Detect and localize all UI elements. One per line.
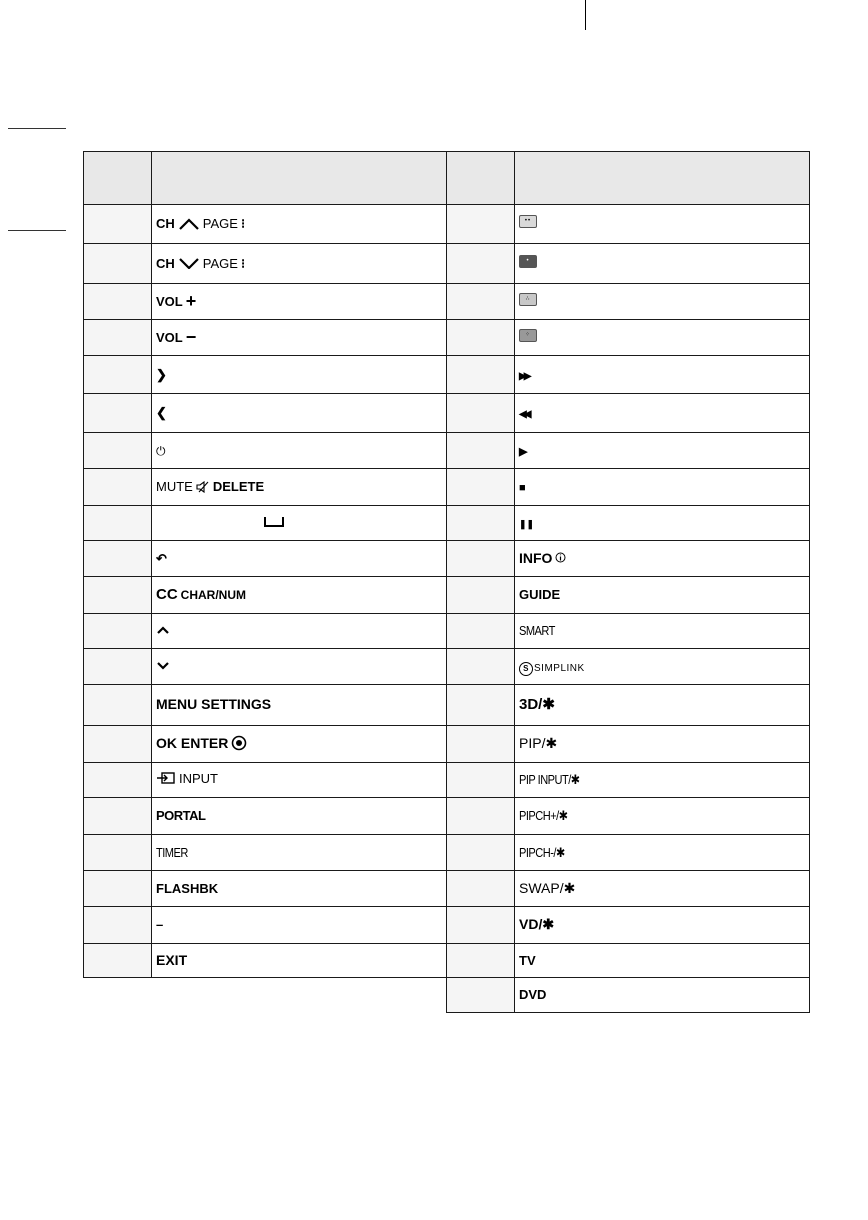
flashbk-key: FLASHBK [156,880,219,896]
rewind-icon: ◀◀ [519,409,529,420]
dvd-key: DVD [519,987,547,1002]
pipch-plus-key: PIPCH+/✱ [519,808,568,823]
table-row [84,649,447,685]
table-row [84,871,447,907]
table-row [84,726,447,763]
table-row [447,978,810,1013]
ok-enter-key: OK ENTER [156,735,247,751]
table-row [84,244,447,284]
table-header-row [447,152,810,205]
table-row [447,871,810,907]
table-row [447,907,810,944]
table-row [447,506,810,541]
side-tab-top-rule [8,128,66,129]
table-row [84,469,447,506]
vol-up-key: VOL + [156,291,197,312]
mute-key: MUTE DELETE [156,479,265,494]
info-circle-icon [555,552,566,563]
table-row [84,577,447,614]
simplink-ring-icon: S [519,662,533,676]
one-dot-button-icon: • [519,255,537,268]
table-row [447,577,810,614]
table-row [447,726,810,763]
table-row [84,506,447,541]
pip-input-key: PIP INPUT/✱ [519,772,580,787]
table-row [447,394,810,433]
speaker-mute-icon [196,481,210,493]
chevron-right-icon: ❯ [156,366,167,382]
cc-key: CC CHAR/NUM [156,586,246,603]
table-row [84,541,447,577]
space-icon [264,517,284,527]
side-tab-bottom-rule [8,230,66,231]
smart-key: SMART [519,623,555,638]
target-circle-icon [231,735,247,751]
table-row [84,614,447,649]
table-row [447,944,810,978]
top-margin-rule [585,0,586,30]
power-icon: ⏻ [156,443,166,458]
ch-down-key: CH PAGE ⁝ [156,255,246,271]
chevron-down-icon [156,661,170,671]
table-row [447,356,810,394]
table-row [84,394,447,433]
left-key-table [83,151,447,978]
table-row [447,284,810,320]
exit-key: EXIT [156,951,188,968]
table-row [84,205,447,244]
table-row [84,835,447,871]
table-row [447,541,810,577]
pipch-minus-key: PIPCH-/✱ [519,844,565,860]
play-icon: ▶ [519,445,528,458]
dash-key: – [156,917,164,932]
table-row [447,835,810,871]
table-row [447,205,810,244]
timer-key: TIMER [156,844,188,860]
stop-icon: ■ [519,482,526,494]
vd-key: VD/✱ [519,916,555,932]
ch-up-key: CH PAGE ⁝ [156,216,246,231]
table-row [447,763,810,798]
three-dot-button-icon: ∴ [519,293,537,306]
swap-key: SWAP/✱ [519,879,576,896]
menu-settings-key: MENU SETTINGS [156,696,272,712]
table-row [84,433,447,469]
table-row [84,284,447,320]
guide-key: GUIDE [519,587,561,602]
table-row [447,649,810,685]
table-row [84,356,447,394]
table-row [84,685,447,726]
3d-key: 3D/✱ [519,696,555,713]
right-key-table [446,151,810,1013]
table-row [447,320,810,356]
chevron-left-icon: ❮ [156,405,167,420]
table-header-row [84,152,447,205]
table-row [447,685,810,726]
back-icon: ↶ [156,550,167,566]
table-row [84,763,447,798]
two-dot-button-icon: •• [519,215,537,228]
pause-icon: ❚❚ [519,519,535,529]
table-row [84,320,447,356]
table-row [84,798,447,835]
info-key: INFO [519,551,566,565]
table-row [447,798,810,835]
table-row [84,944,447,978]
table-row [447,244,810,284]
simplink-key: S SIMPLINK [519,662,585,676]
table-row [84,907,447,944]
table-row [447,433,810,469]
table-row [447,469,810,506]
table-row [447,614,810,649]
four-dot-button-icon: ⁘ [519,329,537,342]
pip-key: PIP/✱ [519,735,558,751]
tv-key: TV [519,952,536,968]
input-key: INPUT [156,772,218,785]
portal-key: PORTAL [156,808,206,823]
fast-forward-icon: ▶▶ [519,370,529,382]
vol-down-key: VOL − [156,327,197,348]
chevron-up-icon [156,625,170,635]
input-icon [156,772,176,784]
